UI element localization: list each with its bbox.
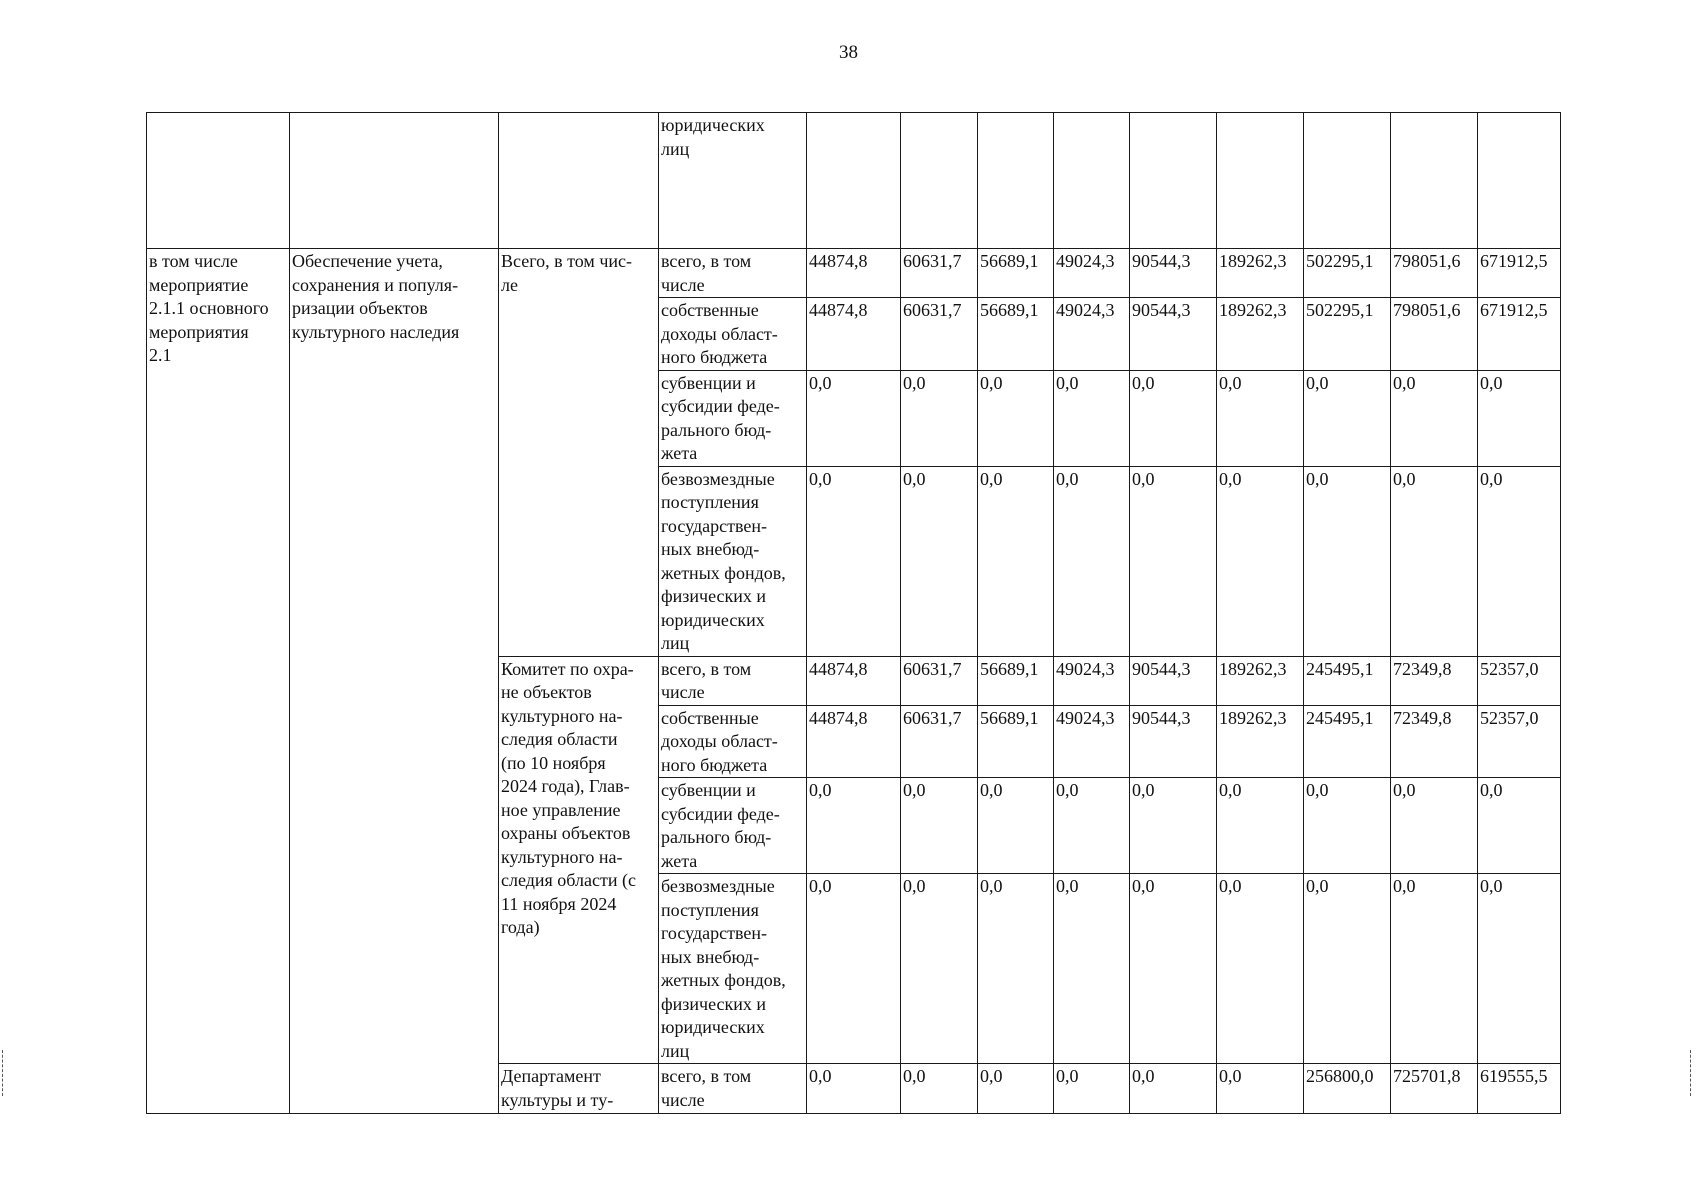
value-cell: 189262,3 bbox=[1217, 298, 1304, 371]
value-cell: 0,0 bbox=[1391, 370, 1478, 466]
value-cell: 0,0 bbox=[978, 1064, 1054, 1114]
value-cell: 49024,3 bbox=[1054, 298, 1130, 371]
value-cell: 49024,3 bbox=[1054, 656, 1130, 705]
value-cell: 0,0 bbox=[1217, 370, 1304, 466]
value-cell: 72349,8 bbox=[1391, 656, 1478, 705]
executor-cell-empty bbox=[499, 113, 659, 249]
value-cell-empty bbox=[901, 113, 978, 249]
executor-cell: Комитет по охра- не объектов культурного на- следия области (по 10 ноября 2024 года), Глав- ное управление охраны объектов культурного на- следия области (с 11 ноября 2024 года) bbox=[499, 656, 659, 1064]
page-number: 38 bbox=[839, 42, 858, 63]
budget-table bbox=[146, 112, 1561, 1114]
value-cell: 189262,3 bbox=[1217, 249, 1304, 298]
name-cell-empty bbox=[290, 113, 499, 249]
scan-edge-mark-right bbox=[1690, 1050, 1695, 1096]
value-cell: 0,0 bbox=[1391, 874, 1478, 1064]
value-cell-empty bbox=[1304, 113, 1391, 249]
value-cell: 90544,3 bbox=[1130, 298, 1217, 371]
value-cell: 60631,7 bbox=[901, 249, 978, 298]
source-cell: собственные доходы област- ного бюджета bbox=[659, 298, 807, 371]
value-cell: 0,0 bbox=[1130, 370, 1217, 466]
value-cell: 52357,0 bbox=[1478, 705, 1561, 778]
executor-cell: Всего, в том чис- ле bbox=[499, 249, 659, 657]
value-cell: 56689,1 bbox=[978, 298, 1054, 371]
value-cell: 44874,8 bbox=[807, 705, 901, 778]
value-cell-empty bbox=[807, 113, 901, 249]
value-cell: 502295,1 bbox=[1304, 249, 1391, 298]
value-cell: 0,0 bbox=[1478, 874, 1561, 1064]
source-cell: собственные доходы област- ного бюджета bbox=[659, 705, 807, 778]
value-cell-empty bbox=[1217, 113, 1304, 249]
value-cell: 0,0 bbox=[1478, 370, 1561, 466]
value-cell: 0,0 bbox=[1304, 874, 1391, 1064]
value-cell: 0,0 bbox=[1478, 778, 1561, 874]
value-cell: 0,0 bbox=[1054, 370, 1130, 466]
measure-cell-empty bbox=[147, 113, 290, 249]
value-cell: 56689,1 bbox=[978, 656, 1054, 705]
value-cell: 44874,8 bbox=[807, 249, 901, 298]
value-cell: 0,0 bbox=[978, 466, 1054, 656]
value-cell: 0,0 bbox=[978, 874, 1054, 1064]
value-cell: 0,0 bbox=[901, 1064, 978, 1114]
value-cell: 0,0 bbox=[1130, 1064, 1217, 1114]
value-cell: 0,0 bbox=[901, 466, 978, 656]
value-cell: 0,0 bbox=[1391, 778, 1478, 874]
measure-name-cell: Обеспечение учета, сохранения и популя- ризации объектов культурного наследия bbox=[290, 249, 499, 1114]
scan-edge-mark-left bbox=[2, 1050, 7, 1096]
value-cell: 0,0 bbox=[1391, 466, 1478, 656]
value-cell: 0,0 bbox=[1304, 370, 1391, 466]
value-cell: 0,0 bbox=[807, 1064, 901, 1114]
value-cell: 0,0 bbox=[901, 370, 978, 466]
value-cell-empty bbox=[1054, 113, 1130, 249]
source-cell: всего, в том числе bbox=[659, 1064, 807, 1114]
value-cell: 671912,5 bbox=[1478, 249, 1561, 298]
value-cell: 0,0 bbox=[978, 370, 1054, 466]
value-cell: 0,0 bbox=[1130, 466, 1217, 656]
value-cell: 60631,7 bbox=[901, 298, 978, 371]
source-cell: субвенции и субсидии феде- рального бюд- жета bbox=[659, 778, 807, 874]
value-cell: 52357,0 bbox=[1478, 656, 1561, 705]
value-cell: 44874,8 bbox=[807, 298, 901, 371]
source-cell: безвозмездные поступления государствен- ных внебюд- жетных фондов, физических и юридических лиц bbox=[659, 874, 807, 1064]
value-cell: 0,0 bbox=[807, 370, 901, 466]
value-cell: 90544,3 bbox=[1130, 249, 1217, 298]
value-cell: 90544,3 bbox=[1130, 656, 1217, 705]
value-cell: 619555,5 bbox=[1478, 1064, 1561, 1114]
value-cell: 0,0 bbox=[1304, 466, 1391, 656]
source-cell: безвозмездные поступления государствен- ных внебюд- жетных фондов, физических и юридических лиц bbox=[659, 466, 807, 656]
value-cell: 245495,1 bbox=[1304, 705, 1391, 778]
value-cell-empty bbox=[1478, 113, 1561, 249]
value-cell: 90544,3 bbox=[1130, 705, 1217, 778]
value-cell: 0,0 bbox=[1054, 1064, 1130, 1114]
value-cell: 56689,1 bbox=[978, 705, 1054, 778]
value-cell: 60631,7 bbox=[901, 705, 978, 778]
value-cell: 0,0 bbox=[807, 778, 901, 874]
value-cell: 56689,1 bbox=[978, 249, 1054, 298]
value-cell: 0,0 bbox=[1304, 778, 1391, 874]
value-cell: 256800,0 bbox=[1304, 1064, 1391, 1114]
table-row bbox=[147, 113, 1561, 249]
value-cell: 0,0 bbox=[1478, 466, 1561, 656]
value-cell: 0,0 bbox=[1054, 778, 1130, 874]
value-cell: 0,0 bbox=[901, 874, 978, 1064]
value-cell: 798051,6 bbox=[1391, 249, 1478, 298]
value-cell: 0,0 bbox=[1054, 874, 1130, 1064]
value-cell: 189262,3 bbox=[1217, 656, 1304, 705]
value-cell: 0,0 bbox=[901, 778, 978, 874]
value-cell: 502295,1 bbox=[1304, 298, 1391, 371]
executor-cell: Департамент культуры и ту- bbox=[499, 1064, 659, 1114]
source-cell: всего, в том числе bbox=[659, 656, 807, 705]
value-cell: 60631,7 bbox=[901, 656, 978, 705]
table-row bbox=[147, 249, 1561, 298]
value-cell: 0,0 bbox=[1217, 778, 1304, 874]
value-cell: 0,0 bbox=[978, 778, 1054, 874]
source-cell: всего, в том числе bbox=[659, 249, 807, 298]
source-cell: субвенции и субсидии феде- рального бюд- жета bbox=[659, 370, 807, 466]
value-cell: 0,0 bbox=[1217, 874, 1304, 1064]
value-cell: 0,0 bbox=[1130, 874, 1217, 1064]
value-cell: 44874,8 bbox=[807, 656, 901, 705]
value-cell: 189262,3 bbox=[1217, 705, 1304, 778]
value-cell: 0,0 bbox=[1217, 466, 1304, 656]
value-cell-empty bbox=[978, 113, 1054, 249]
value-cell: 245495,1 bbox=[1304, 656, 1391, 705]
value-cell: 0,0 bbox=[807, 874, 901, 1064]
source-cell: юридических лиц bbox=[659, 113, 807, 249]
value-cell-empty bbox=[1130, 113, 1217, 249]
value-cell: 49024,3 bbox=[1054, 249, 1130, 298]
value-cell: 0,0 bbox=[1130, 778, 1217, 874]
value-cell: 72349,8 bbox=[1391, 705, 1478, 778]
value-cell: 49024,3 bbox=[1054, 705, 1130, 778]
value-cell: 0,0 bbox=[1217, 1064, 1304, 1114]
value-cell: 0,0 bbox=[807, 466, 901, 656]
value-cell: 725701,8 bbox=[1391, 1064, 1478, 1114]
value-cell: 671912,5 bbox=[1478, 298, 1561, 371]
value-cell-empty bbox=[1391, 113, 1478, 249]
value-cell: 0,0 bbox=[1054, 466, 1130, 656]
measure-label-cell: в том числе мероприятие 2.1.1 основного мероприятия 2.1 bbox=[147, 249, 290, 1114]
value-cell: 798051,6 bbox=[1391, 298, 1478, 371]
